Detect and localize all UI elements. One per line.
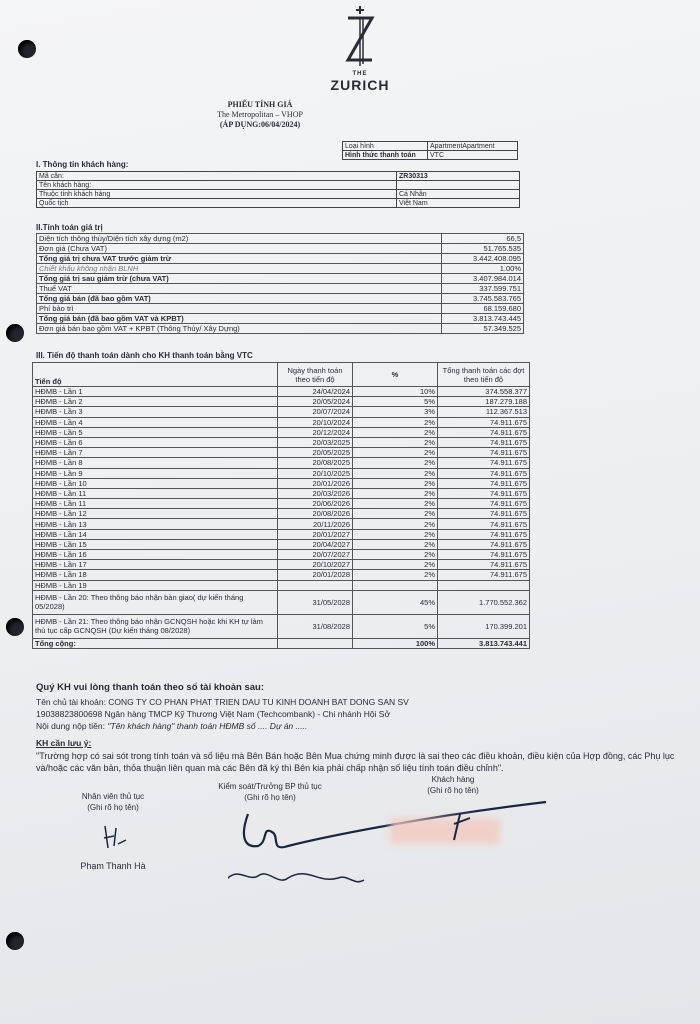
schedule-date: 20/10/2027 <box>278 560 353 570</box>
schedule-pct: 2% <box>353 427 438 437</box>
total-pct: 100% <box>353 638 438 648</box>
schedule-date: 20/04/2027 <box>278 539 353 549</box>
calc-value: 1.00% <box>442 264 524 274</box>
schedule-stage: HĐMB - Lần 2 <box>33 397 278 407</box>
schedule-amount: 374.558.377 <box>438 387 530 397</box>
control-subtitle: (Ghi rõ họ tên) <box>244 793 296 802</box>
calc-label: Tổng giá bán (đã bao gồm VAT) <box>37 294 442 304</box>
binder-hole <box>18 40 36 58</box>
schedule-amount: 74.911.675 <box>438 499 530 509</box>
schedule-date: 20/11/2026 <box>278 519 353 529</box>
schedule-stage: HĐMB - Lần 19 <box>33 580 278 590</box>
schedule-date: 31/08/2028 <box>278 614 353 638</box>
schedule-row <box>33 478 530 488</box>
calc-value: 68.159.680 <box>442 304 524 314</box>
schedule-pct: 5% <box>353 397 438 407</box>
customer-info-row <box>37 181 520 190</box>
schedule-date: 20/05/2025 <box>278 448 353 458</box>
schedule-amount: 74.911.675 <box>438 570 530 580</box>
calc-row <box>37 244 524 254</box>
zurich-logo <box>330 4 390 93</box>
schedule-stage: HĐMB - Lần 6 <box>33 437 278 447</box>
schedule-row <box>33 448 530 458</box>
calc-row <box>37 324 524 334</box>
schedule-amount <box>438 580 530 590</box>
schedule-amount: 74.911.675 <box>438 509 530 519</box>
customer-info-value <box>397 181 520 190</box>
schedule-date <box>278 580 353 590</box>
section-schedule-title: III. Tiến độ thanh toán dành cho KH thanh toán bằng VTC <box>36 351 253 360</box>
customer-title: Khách hàng <box>431 775 475 784</box>
schedule-date: 20/07/2027 <box>278 550 353 560</box>
calc-value: 3.442.408.095 <box>442 254 524 264</box>
account-holder: Tên chủ tài khoản: CONG TY CO PHAN PHAT TRIEN DAU TU KINH DOANH BAT DONG SAN SV <box>36 697 409 707</box>
schedule-pct: 2% <box>353 560 438 570</box>
schedule-amount: 74.911.675 <box>438 519 530 529</box>
customer-signature-block <box>398 774 508 796</box>
schedule-amount: 74.911.675 <box>438 437 530 447</box>
binder-hole <box>6 324 24 342</box>
schedule-amount: 170.399.201 <box>438 614 530 638</box>
schedule-amount: 74.911.675 <box>438 427 530 437</box>
schedule-stage: HĐMB - Lần 4 <box>33 417 278 427</box>
customer-info-table <box>36 171 520 208</box>
schedule-row <box>33 458 530 468</box>
type-label: Loại hình <box>343 142 428 151</box>
calc-label: Đơn giá (Chưa VAT) <box>37 244 442 254</box>
schedule-pct: 2% <box>353 417 438 427</box>
schedule-pct: 2% <box>353 499 438 509</box>
calc-label: Diện tích thông thủy/Diện tích xây dựng (m2) <box>37 234 442 244</box>
schedule-row <box>33 509 530 519</box>
schedule-pct: 2% <box>353 488 438 498</box>
calc-row <box>37 304 524 314</box>
binder-hole <box>6 932 24 950</box>
schedule-date: 20/01/2028 <box>278 570 353 580</box>
schedule-row <box>33 529 530 539</box>
schedule-date: 24/04/2024 <box>278 387 353 397</box>
schedule-pct: 2% <box>353 519 438 529</box>
staff-subtitle: (Ghi rõ họ tên) <box>87 803 139 812</box>
schedule-stage: HĐMB - Lần 16 <box>33 550 278 560</box>
schedule-date: 31/05/2028 <box>278 590 353 614</box>
document-title: PHIẾU TÍNH GIÁ <box>227 100 293 109</box>
col-amount-header: Tổng thanh toán các đợt theo tiến độ <box>438 363 530 387</box>
schedule-amount: 112.367.513 <box>438 407 530 417</box>
customer-info-row <box>37 190 520 199</box>
customer-info-value: Cá Nhân <box>397 190 520 199</box>
schedule-stage: HĐMB - Lần 7 <box>33 448 278 458</box>
schedule-row <box>33 407 530 417</box>
schedule-row <box>33 539 530 549</box>
schedule-row-row20 <box>33 590 530 614</box>
customer-subtitle: (Ghi rõ họ tên) <box>427 786 479 795</box>
calc-row <box>37 264 524 274</box>
schedule-amount: 74.911.675 <box>438 529 530 539</box>
calc-value: 3.407.984.014 <box>442 274 524 284</box>
schedule-pct: 2% <box>353 509 438 519</box>
schedule-amount: 74.911.675 <box>438 448 530 458</box>
schedule-stage: HĐMB - Lần 11 <box>33 488 278 498</box>
schedule-stage: HĐMB - Lần 8 <box>33 458 278 468</box>
payment-method-value: VTC <box>428 151 518 160</box>
schedule-pct: 5% <box>353 614 438 638</box>
control-title: Kiểm soát/Trưởng BP thủ tục <box>218 782 322 791</box>
schedule-row <box>33 417 530 427</box>
calc-row <box>37 274 524 284</box>
calc-label: Đơn giá bán bao gồm VAT + KPBT (Thông Thủy/ Xây Dựng) <box>37 324 442 334</box>
payment-content-value: "Tên khách hàng" thanh toán HĐMB số .... Dự án ..... <box>107 721 308 731</box>
schedule-pct: 2% <box>353 570 438 580</box>
schedule-stage: HĐMB - Lần 1 <box>33 387 278 397</box>
total-label: Tổng cộng: <box>33 638 278 648</box>
schedule-row <box>33 387 530 397</box>
schedule-pct: 2% <box>353 448 438 458</box>
schedule-stage: HĐMB - Lần 12 <box>33 509 278 519</box>
schedule-row <box>33 437 530 447</box>
schedule-amount: 74.911.675 <box>438 458 530 468</box>
total-amount: 3.813.743.441 <box>438 638 530 648</box>
calc-value: 3.745.583.765 <box>442 294 524 304</box>
schedule-stage: HĐMB - Lần 13 <box>33 519 278 529</box>
col-stage-header: Tiến độ <box>33 363 278 387</box>
section-customer-title: I. Thông tin khách hàng: <box>36 160 129 169</box>
schedule-pct: 2% <box>353 468 438 478</box>
schedule-date: 20/07/2024 <box>278 407 353 417</box>
calc-value: 57.349.525 <box>442 324 524 334</box>
staff-title: Nhân viên thủ tục <box>81 792 145 801</box>
type-value: ApartmentApartment <box>428 142 518 151</box>
schedule-stage: HĐMB - Lần 9 <box>33 468 278 478</box>
schedule-amount: 74.911.675 <box>438 550 530 560</box>
schedule-row <box>33 570 530 580</box>
customer-info-value: ZR30313 <box>397 172 520 181</box>
customer-info-label: Tên khách hàng: <box>37 181 397 190</box>
calc-label: Thuế VAT <box>37 284 442 294</box>
schedule-date: 20/08/2026 <box>278 509 353 519</box>
note-heading: KH cần lưu ý: <box>36 738 92 748</box>
schedule-pct: 2% <box>353 550 438 560</box>
schedule-date: 20/10/2025 <box>278 468 353 478</box>
calc-label: Chiết khấu không nhận BLNH <box>37 264 442 274</box>
schedule-date: 20/12/2024 <box>278 427 353 437</box>
schedule-pct: 45% <box>353 590 438 614</box>
schedule-pct: 2% <box>353 458 438 468</box>
schedule-amount: 74.911.675 <box>438 417 530 427</box>
schedule-amount: 74.911.675 <box>438 539 530 549</box>
customer-info-label: Thuộc tính khách hàng <box>37 190 397 199</box>
schedule-row-row21 <box>33 614 530 638</box>
value-calculation-table <box>36 233 524 334</box>
calc-row <box>37 234 524 244</box>
schedule-stage: HĐMB - Lần 20: Theo thông báo nhận bàn giao( dự kiến tháng 05/2028) <box>33 590 278 614</box>
total-date-empty <box>278 638 353 648</box>
col-pct-header: % <box>353 363 438 387</box>
schedule-row <box>33 488 530 498</box>
schedule-pct: 10% <box>353 387 438 397</box>
schedule-date: 20/01/2027 <box>278 529 353 539</box>
schedule-pct: 2% <box>353 437 438 447</box>
schedule-row <box>33 468 530 478</box>
note-text: "Trường hợp có sai sót trong tính toán và số liệu mà Bên Bán hoặc Bên Mua chứng minh được là sai theo các điều khoản, điều kiện của Hợp đồng, các Phụ lục và/hoặc các văn bản, thỏa thuận liên quan mà các Bên đã ký thì Bên kia phải chấp nhận số liệu tính toán điều chỉnh". <box>36 751 675 773</box>
calc-value: 51.765.535 <box>442 244 524 254</box>
applied-date: (ÁP DỤNG:06/04/2024) <box>219 120 301 129</box>
schedule-amount: 74.911.675 <box>438 560 530 570</box>
payment-method-label: Hình thức thanh toán <box>343 151 428 160</box>
calc-label: Tổng giá trị chưa VAT trước giảm trừ <box>37 254 442 264</box>
type-box <box>342 141 518 160</box>
schedule-amount: 1.770.552.362 <box>438 590 530 614</box>
binder-hole <box>6 618 24 636</box>
schedule-pct: 2% <box>353 478 438 488</box>
schedule-pct: 2% <box>353 529 438 539</box>
schedule-stage: HĐMB - Lần 17 <box>33 560 278 570</box>
schedule-amount: 74.911.675 <box>438 488 530 498</box>
schedule-amount: 187.279.188 <box>438 397 530 407</box>
schedule-date: 20/06/2026 <box>278 499 353 509</box>
schedule-stage: HĐMB - Lần 21: Theo thông báo nhận GCNQSH hoặc khi KH tự làm thủ tục cấp GCNQSH (Dự kiến tháng 08/2028) <box>33 614 278 638</box>
schedule-amount: 74.911.675 <box>438 478 530 488</box>
account-number: 19038823800698 Ngân hàng TMCP Kỹ Thương Việt Nam (Techcombank) - Chi nhánh Hội Sở <box>36 709 391 719</box>
calc-value: 66,5 <box>442 234 524 244</box>
customer-info-value: Việt Nam <box>397 199 520 208</box>
schedule-row <box>33 499 530 509</box>
calc-label: Tổng giá bán (đã bao gồm VAT và KPBT) <box>37 314 442 324</box>
customer-handwritten-mark <box>440 810 480 844</box>
bank-heading: Quý KH vui lòng thanh toán theo số tài khoản sau: <box>36 682 265 693</box>
calc-value: 3.813.743.445 <box>442 314 524 324</box>
payment-schedule-table <box>32 362 530 649</box>
payment-content-label: Nội dung nộp tiền: <box>36 721 105 731</box>
schedule-stage: HĐMB - Lần 14 <box>33 529 278 539</box>
calc-label: Phí bảo trì <box>37 304 442 314</box>
schedule-stage: HĐMB - Lần 18 <box>33 570 278 580</box>
schedule-pct: 3% <box>353 407 438 417</box>
customer-info-row <box>37 199 520 208</box>
payment-content <box>36 720 307 732</box>
staff-handwritten-signature <box>100 822 130 852</box>
schedule-date: 20/01/2026 <box>278 478 353 488</box>
calc-value: 337.599.751 <box>442 284 524 294</box>
calc-row <box>37 284 524 294</box>
col-date-header: Ngày thanh toán theo tiến độ <box>278 363 353 387</box>
schedule-date: 20/03/2025 <box>278 437 353 447</box>
staff-signature-block <box>58 791 168 813</box>
calc-row <box>37 314 524 324</box>
customer-info-label: Mã căn: <box>37 172 397 181</box>
section-value-title: II.Tính toán giá trị <box>36 223 103 232</box>
schedule-stage: HĐMB - Lần 11 <box>33 499 278 509</box>
zurich-emblem-icon <box>340 4 380 66</box>
customer-info-label: Quốc tịch <box>37 199 397 208</box>
customer-info-row <box>37 172 520 181</box>
schedule-row <box>33 397 530 407</box>
staff-name: Phạm Thanh Hà <box>80 861 146 871</box>
schedule-row <box>33 427 530 437</box>
calc-label: Tổng giá trị sau giảm trừ (chưa VAT) <box>37 274 442 284</box>
schedule-stage: HĐMB - Lần 3 <box>33 407 278 417</box>
schedule-amount: 74.911.675 <box>438 468 530 478</box>
schedule-row <box>33 519 530 529</box>
calc-row <box>37 254 524 264</box>
schedule-date: 20/10/2024 <box>278 417 353 427</box>
control-handwritten-signature <box>228 796 558 902</box>
schedule-row <box>33 560 530 570</box>
logo-brand-name: ZURICH <box>330 77 390 93</box>
schedule-stage: HĐMB - Lần 15 <box>33 539 278 549</box>
schedule-row <box>33 580 530 590</box>
schedule-pct: 2% <box>353 539 438 549</box>
schedule-stage: HĐMB - Lần 10 <box>33 478 278 488</box>
schedule-total-row <box>33 638 530 648</box>
schedule-row <box>33 550 530 560</box>
project-name: The Metropolitan – VHOP <box>217 110 303 119</box>
schedule-pct <box>353 580 438 590</box>
calc-row <box>37 294 524 304</box>
schedule-stage: HĐMB - Lần 5 <box>33 427 278 437</box>
schedule-date: 20/08/2025 <box>278 458 353 468</box>
logo-the: THE <box>352 71 368 77</box>
schedule-date: 20/03/2026 <box>278 488 353 498</box>
schedule-date: 20/05/2024 <box>278 397 353 407</box>
